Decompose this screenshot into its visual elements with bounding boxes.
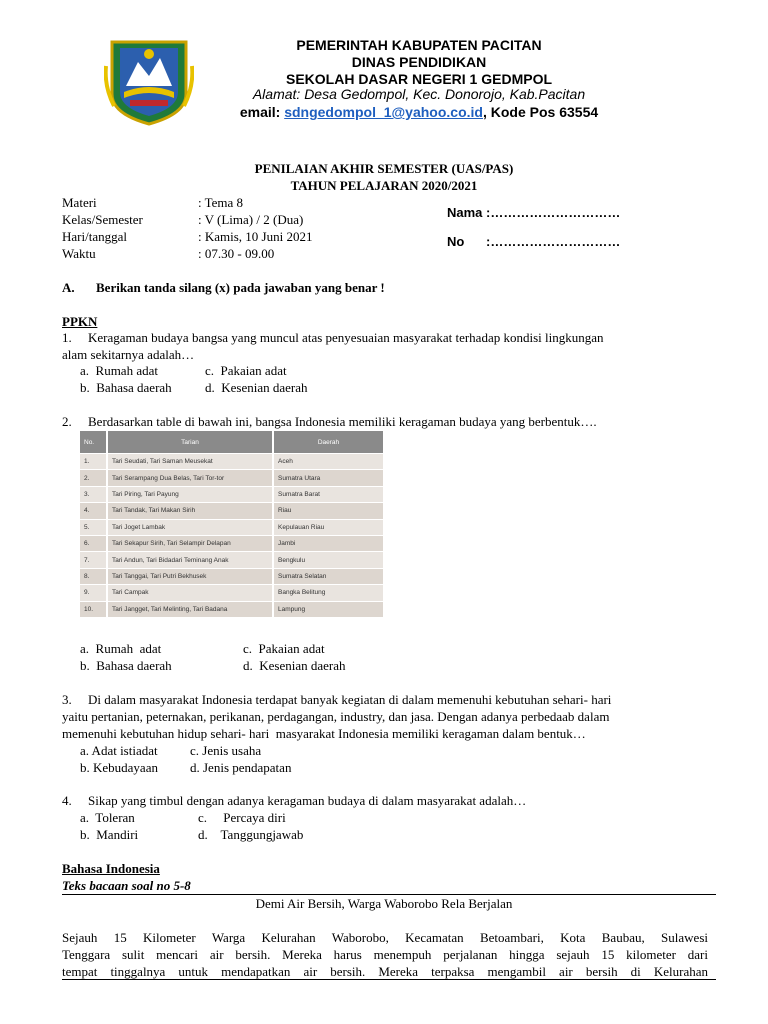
question-3-line-3: memenuhi kebutuhan hidup sehari- hari masyarakat Indonesia memiliki keragaman dalam bentuk…: [62, 726, 586, 741]
info-value-hari: : Kamis, 10 Juni 2021: [198, 229, 313, 244]
question-1-line-1: 1. Keragaman budaya bangsa yang muncul atas penyesuaian masyarakat terhadap kondisi lingkungan: [62, 330, 604, 345]
question-3-option-d[interactable]: d. Jenis pendapatan: [190, 760, 292, 775]
question-2-option-b[interactable]: b. Bahasa daerah: [80, 658, 172, 673]
table-cell-no: 2.: [80, 470, 107, 486]
info-label-materi: Materi: [62, 195, 97, 210]
table-cell-no: 7.: [80, 552, 107, 568]
table-cell-daerah: Bengkulu: [273, 552, 384, 568]
postcode: , Kode Pos 63554: [482, 104, 599, 120]
table-row: [80, 601, 384, 617]
student-number-field[interactable]: No :…………………………: [447, 234, 621, 249]
table-cell-no: 3.: [80, 486, 107, 502]
table-row: [80, 470, 384, 486]
table-cell-tarian: Tari Jangget, Tari Melinting, Tari Badana: [107, 601, 273, 617]
table-row: [80, 486, 384, 502]
question-4-option-b[interactable]: b. Mandiri: [80, 827, 139, 842]
question-4-option-c[interactable]: c. Percaya diri: [198, 810, 286, 825]
table-cell-no: 6.: [80, 535, 107, 551]
table-row: [80, 503, 384, 519]
table-cell-tarian: Tari Tanggai, Tari Putri Bekhusek: [107, 568, 273, 584]
table-cell-daerah: Sumatra Selatan: [273, 568, 384, 584]
table-cell-daerah: Riau: [273, 503, 384, 519]
table-cell-no: 9.: [80, 585, 107, 601]
info-value-materi: : Tema 8: [198, 195, 244, 210]
bahasa-heading: Bahasa Indonesia: [62, 861, 160, 876]
student-name-field[interactable]: Nama :…………………………: [447, 205, 621, 220]
info-label-hari: Hari/tanggal: [62, 229, 127, 244]
table-cell-no: 4.: [80, 503, 107, 519]
table-header-tarian: Tarian: [107, 431, 273, 454]
exam-title: PENILAIAN AKHIR SEMESTER (UAS/PAS): [254, 161, 514, 176]
passage-bottom-rule: [62, 979, 716, 980]
info-value-kelas: : V (Lima) / 2 (Dua): [198, 212, 304, 227]
table-cell-tarian: Tari Seudati, Tari Saman Meusekat: [107, 454, 273, 470]
bahasa-subheading: Teks bacaan soal no 5-8: [62, 878, 191, 893]
question-2-line-1: 2. Berdasarkan table di bawah ini, bangsa Indonesia memiliki keragaman budaya yang berbentuk….: [62, 414, 597, 429]
table-row: [80, 535, 384, 551]
table-cell-tarian: Tari Andun, Tari Bidadari Teminang Anak: [107, 552, 273, 568]
table-cell-daerah: Sumatra Barat: [273, 486, 384, 502]
table-row: [80, 585, 384, 601]
table-row: [80, 454, 384, 470]
email-label: email:: [239, 104, 285, 120]
table-header-row: [80, 431, 384, 454]
email-link[interactable]: sdngedompol_1@yahoo.co.id: [284, 104, 483, 120]
letterhead-contact: [230, 104, 608, 121]
question-1-option-d[interactable]: d. Kesenian daerah: [205, 380, 308, 395]
table-cell-tarian: Tari Sekapur Sirih, Tari Selampir Delapan: [107, 535, 273, 551]
ppkn-heading: PPKN: [62, 314, 98, 329]
question-2-option-d[interactable]: d. Kesenian daerah: [243, 658, 346, 673]
question-3-option-b[interactable]: b. Kebudayaan: [80, 760, 158, 775]
question-3-option-c[interactable]: c. Jenis usaha: [190, 743, 262, 758]
table-cell-daerah: Bangka Belitung: [273, 585, 384, 601]
exam-year: TAHUN PELAJARAN 2020/2021: [290, 178, 478, 193]
question-3-option-a[interactable]: a. Adat istiadat: [80, 743, 158, 758]
table-cell-daerah: Kepulauan Riau: [273, 519, 384, 535]
section-a-letter: A.: [62, 280, 75, 295]
passage-line-3: tempat tinggalnya untuk mendapatkan air bersih. Mereka terpaksa mengambil air bersih di Kelurahan: [62, 964, 708, 979]
table-cell-tarian: Tari Piring, Tari Payung: [107, 486, 273, 502]
table-cell-tarian: Tari Serampang Dua Belas, Tari Tor-tor: [107, 470, 273, 486]
question-3-line-2: yaitu pertanian, peternakan, perikanan, perdagangan, industry, dan jasa. Dengan adanya perbedaab dalam: [62, 709, 610, 724]
table-cell-daerah: Aceh: [273, 454, 384, 470]
question-1-line-2: alam sekitarnya adalah…: [62, 347, 195, 362]
table-cell-no: 8.: [80, 568, 107, 584]
info-value-waktu: : 07.30 - 09.00: [198, 246, 275, 261]
letterhead-address: Alamat: Desa Gedompol, Kec. Donorojo, Kab.Pacitan: [252, 86, 586, 102]
question-1-option-b[interactable]: b. Bahasa daerah: [80, 380, 172, 395]
info-label-kelas: Kelas/Semester: [62, 212, 143, 227]
table-cell-tarian: Tari Tandak, Tari Makan Sirih: [107, 503, 273, 519]
letterhead-government: PEMERINTAH KABUPATEN PACITAN: [296, 37, 542, 53]
table-header-daerah: Daerah: [273, 431, 384, 454]
table-row: [80, 568, 384, 584]
table-cell-no: 10.: [80, 601, 107, 617]
table-row: [80, 552, 384, 568]
table-cell-tarian: Tari Campak: [107, 585, 273, 601]
section-a-instruction: Berikan tanda silang (x) pada jawaban yang benar !: [96, 280, 385, 295]
passage-line-2: Tenggara sulit mencari air bersih. Mereka harus menempuh perjalanan hingga sejauh 15 kilometer dari: [62, 947, 708, 962]
question-1-option-c[interactable]: c. Pakaian adat: [205, 363, 287, 378]
letterhead-department: DINAS PENDIDIKAN: [351, 54, 487, 70]
table-cell-daerah: Lampung: [273, 601, 384, 617]
passage-title: Demi Air Bersih, Warga Waborobo Rela Berjalan: [255, 896, 513, 911]
culture-table: [80, 431, 385, 617]
table-cell-no: 5.: [80, 519, 107, 535]
letterhead-school: SEKOLAH DASAR NEGERI 1 GEDMPOL: [285, 71, 553, 87]
table-row: [80, 519, 384, 535]
regency-crest-icon: [104, 36, 194, 126]
passage-line-1: Sejauh 15 Kilometer Warga Kelurahan Waborobo, Kecamatan Betoambari, Kota Baubau, Sulawesi: [62, 930, 708, 945]
question-4-option-d[interactable]: d. Tanggungjawab: [198, 827, 304, 842]
table-header-no: No.: [80, 431, 107, 454]
question-2-option-a[interactable]: a. Rumah adat: [80, 641, 162, 656]
question-3-line-1: 3. Di dalam masyarakat Indonesia terdapat banyak kegiatan di dalam memenuhi kebutuhan sehari- hari: [62, 692, 612, 707]
question-1-option-a[interactable]: a. Rumah adat: [80, 363, 158, 378]
table-cell-daerah: Sumatra Utara: [273, 470, 384, 486]
table-cell-tarian: Tari Joget Lambak: [107, 519, 273, 535]
info-label-waktu: Waktu: [62, 246, 96, 261]
table-cell-no: 1.: [80, 454, 107, 470]
table-cell-daerah: Jambi: [273, 535, 384, 551]
question-4-option-a[interactable]: a. Toleran: [80, 810, 135, 825]
question-4-line-1: 4. Sikap yang timbul dengan adanya keragaman budaya di dalam masyarakat adalah…: [62, 793, 527, 808]
question-2-option-c[interactable]: c. Pakaian adat: [243, 641, 325, 656]
